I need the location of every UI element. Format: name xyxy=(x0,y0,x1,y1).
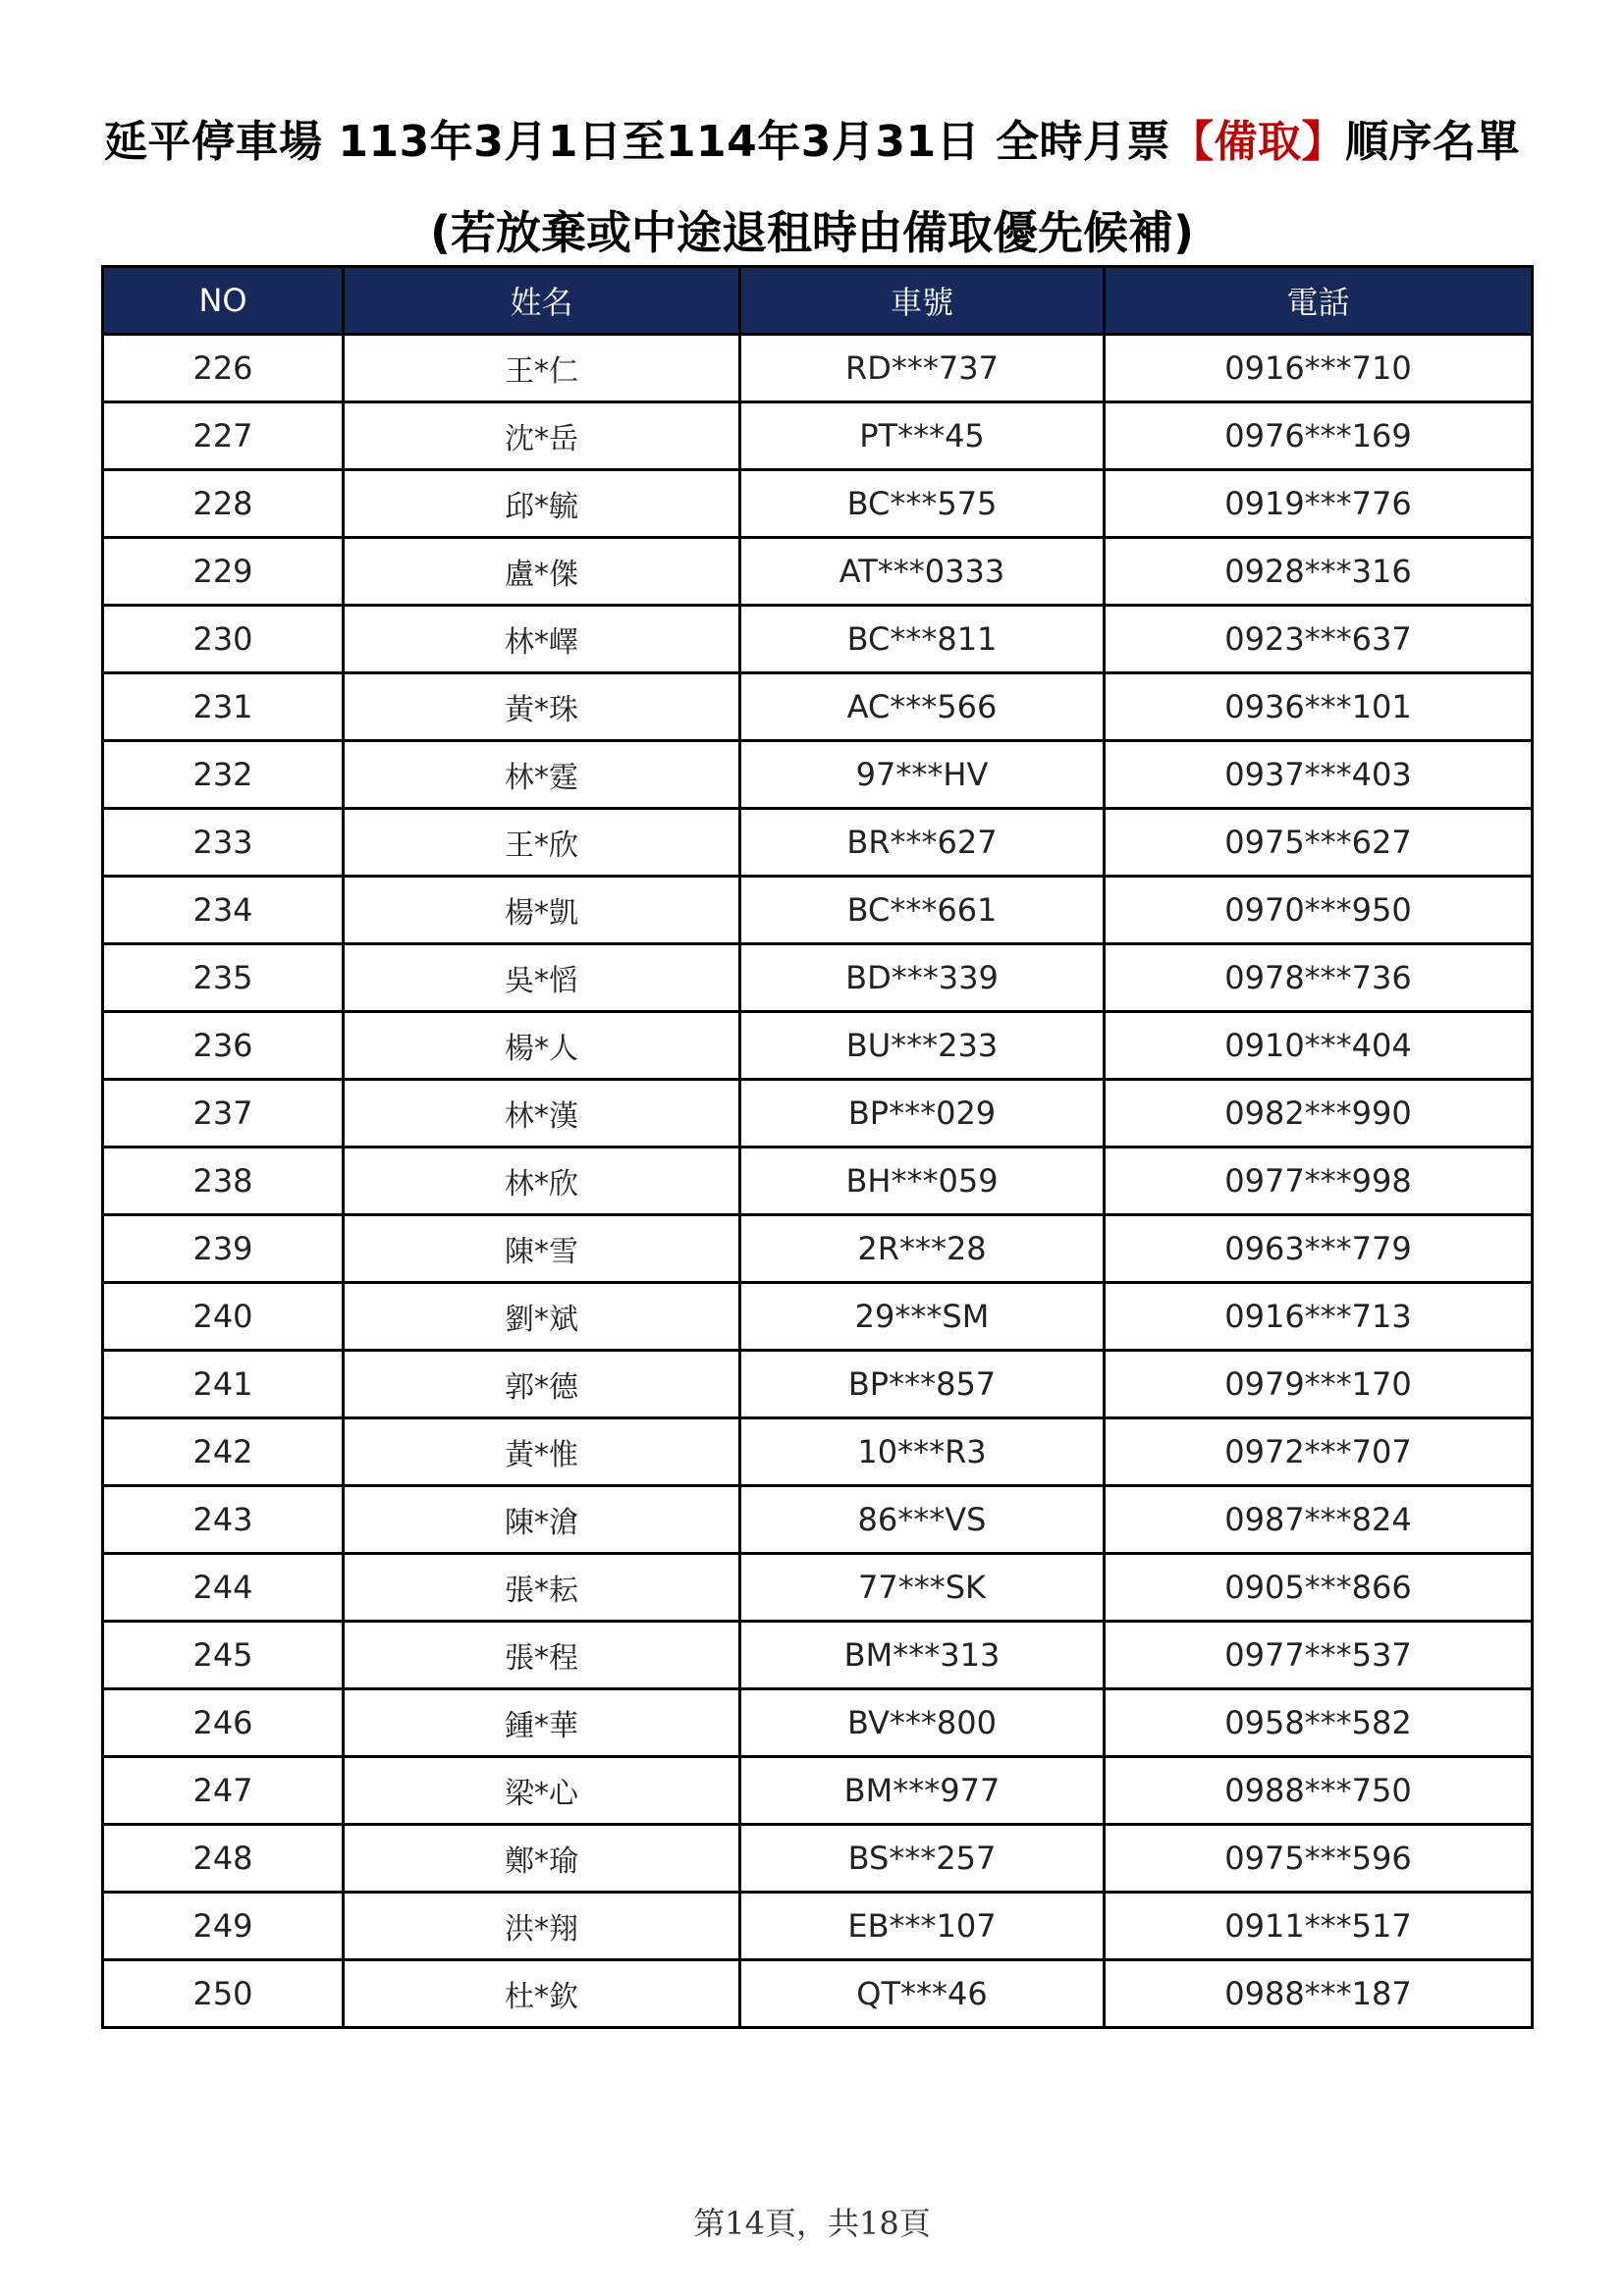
cell-no: 239 xyxy=(103,1215,344,1283)
cell-no: 244 xyxy=(103,1554,344,1622)
cell-name: 沈*岳 xyxy=(344,402,740,470)
cell-no: 248 xyxy=(103,1825,344,1893)
cell-phone: 0978***736 xyxy=(1105,944,1533,1012)
cell-name: 梁*心 xyxy=(344,1757,740,1825)
table-row xyxy=(103,1418,1533,1486)
table-row xyxy=(103,1825,1533,1893)
table-row xyxy=(103,809,1533,877)
cell-plate: 77***SK xyxy=(740,1554,1105,1622)
cell-name: 劉*斌 xyxy=(344,1283,740,1351)
cell-phone: 0963***779 xyxy=(1105,1215,1533,1283)
cell-phone: 0975***596 xyxy=(1105,1825,1533,1893)
cell-name: 張*耘 xyxy=(344,1554,740,1622)
cell-plate: RD***737 xyxy=(740,335,1105,402)
cell-phone: 0937***403 xyxy=(1105,741,1533,809)
table-row xyxy=(103,606,1533,673)
cell-no: 247 xyxy=(103,1757,344,1825)
cell-plate: BM***977 xyxy=(740,1757,1105,1825)
table-row xyxy=(103,470,1533,538)
cell-name: 鄭*瑜 xyxy=(344,1825,740,1893)
table-row xyxy=(103,1893,1533,1960)
title-suffix: 順序名單 xyxy=(1344,117,1520,167)
cell-phone: 0988***187 xyxy=(1105,1960,1533,2028)
header-phone: 電話 xyxy=(1105,267,1533,335)
cell-name: 林*漢 xyxy=(344,1080,740,1148)
title-prefix: 延平停車場 113年3月1日至114年3月31日 全時月票 xyxy=(104,117,1170,167)
cell-plate: BM***313 xyxy=(740,1622,1105,1689)
waitlist-table-container xyxy=(101,265,1531,2029)
table-row xyxy=(103,1757,1533,1825)
cell-plate: BS***257 xyxy=(740,1825,1105,1893)
table-row xyxy=(103,335,1533,402)
cell-phone: 0972***707 xyxy=(1105,1418,1533,1486)
cell-no: 246 xyxy=(103,1689,344,1757)
table-row xyxy=(103,1689,1533,1757)
table-row xyxy=(103,1351,1533,1418)
cell-name: 邱*毓 xyxy=(344,470,740,538)
cell-plate: QT***46 xyxy=(740,1960,1105,2028)
cell-name: 吳*慆 xyxy=(344,944,740,1012)
cell-no: 242 xyxy=(103,1418,344,1486)
table-row xyxy=(103,1554,1533,1622)
cell-plate: BP***029 xyxy=(740,1080,1105,1148)
cell-no: 245 xyxy=(103,1622,344,1689)
cell-name: 鍾*華 xyxy=(344,1689,740,1757)
header-name: 姓名 xyxy=(344,267,740,335)
cell-plate: BP***857 xyxy=(740,1351,1105,1418)
cell-phone: 0970***950 xyxy=(1105,877,1533,944)
cell-plate: 2R***28 xyxy=(740,1215,1105,1283)
header-no: NO xyxy=(103,267,344,335)
table-row xyxy=(103,877,1533,944)
header-plate: 車號 xyxy=(740,267,1105,335)
cell-no: 228 xyxy=(103,470,344,538)
table-row xyxy=(103,1622,1533,1689)
table-row xyxy=(103,1960,1533,2028)
cell-phone: 0987***824 xyxy=(1105,1486,1533,1554)
cell-plate: BC***811 xyxy=(740,606,1105,673)
table-row xyxy=(103,741,1533,809)
cell-phone: 0977***537 xyxy=(1105,1622,1533,1689)
cell-plate: AT***0333 xyxy=(740,538,1105,606)
cell-name: 盧*傑 xyxy=(344,538,740,606)
table-row xyxy=(103,1148,1533,1215)
cell-plate: BR***627 xyxy=(740,809,1105,877)
cell-phone: 0976***169 xyxy=(1105,402,1533,470)
cell-plate: BC***661 xyxy=(740,877,1105,944)
page-number: 第14頁，共18頁 xyxy=(693,2205,931,2242)
table-row xyxy=(103,1012,1533,1080)
table-row xyxy=(103,673,1533,741)
cell-plate: 10***R3 xyxy=(740,1418,1105,1486)
table-row xyxy=(103,1215,1533,1283)
cell-plate: EB***107 xyxy=(740,1893,1105,1960)
cell-phone: 0923***637 xyxy=(1105,606,1533,673)
cell-phone: 0905***866 xyxy=(1105,1554,1533,1622)
cell-name: 郭*德 xyxy=(344,1351,740,1418)
cell-name: 楊*凱 xyxy=(344,877,740,944)
cell-name: 林*霆 xyxy=(344,741,740,809)
cell-phone: 0982***990 xyxy=(1105,1080,1533,1148)
cell-name: 林*嶧 xyxy=(344,606,740,673)
document-subtitle: (若放棄或中途退租時由備取優先候補) xyxy=(429,206,1195,259)
cell-no: 236 xyxy=(103,1012,344,1080)
cell-name: 陳*雪 xyxy=(344,1215,740,1283)
waitlist-table xyxy=(101,265,1534,2029)
title-accent: 【備取】 xyxy=(1169,117,1345,167)
cell-name: 洪*翔 xyxy=(344,1893,740,1960)
cell-phone: 0979***170 xyxy=(1105,1351,1533,1418)
cell-plate: 29***SM xyxy=(740,1283,1105,1351)
cell-no: 234 xyxy=(103,877,344,944)
cell-no: 249 xyxy=(103,1893,344,1960)
cell-plate: BH***059 xyxy=(740,1148,1105,1215)
table-row xyxy=(103,402,1533,470)
cell-no: 227 xyxy=(103,402,344,470)
cell-name: 黃*惟 xyxy=(344,1418,740,1486)
cell-no: 241 xyxy=(103,1351,344,1418)
cell-name: 王*欣 xyxy=(344,809,740,877)
cell-plate: 97***HV xyxy=(740,741,1105,809)
cell-no: 250 xyxy=(103,1960,344,2028)
cell-no: 240 xyxy=(103,1283,344,1351)
document-header xyxy=(0,113,1624,264)
cell-name: 王*仁 xyxy=(344,335,740,402)
cell-phone: 0916***710 xyxy=(1105,335,1533,402)
cell-no: 233 xyxy=(103,809,344,877)
cell-no: 238 xyxy=(103,1148,344,1215)
table-row xyxy=(103,1283,1533,1351)
cell-name: 林*欣 xyxy=(344,1148,740,1215)
cell-phone: 0936***101 xyxy=(1105,673,1533,741)
cell-name: 陳*滄 xyxy=(344,1486,740,1554)
cell-name: 黃*珠 xyxy=(344,673,740,741)
cell-phone: 0911***517 xyxy=(1105,1893,1533,1960)
cell-name: 張*程 xyxy=(344,1622,740,1689)
table-header-row xyxy=(103,267,1533,335)
cell-plate: BC***575 xyxy=(740,470,1105,538)
cell-phone: 0958***582 xyxy=(1105,1689,1533,1757)
cell-no: 235 xyxy=(103,944,344,1012)
cell-name: 楊*人 xyxy=(344,1012,740,1080)
cell-phone: 0977***998 xyxy=(1105,1148,1533,1215)
table-row xyxy=(103,538,1533,606)
cell-no: 231 xyxy=(103,673,344,741)
table-body xyxy=(103,335,1533,2028)
cell-no: 226 xyxy=(103,335,344,402)
cell-plate: BU***233 xyxy=(740,1012,1105,1080)
cell-phone: 0975***627 xyxy=(1105,809,1533,877)
document-title xyxy=(0,113,1624,172)
cell-plate: AC***566 xyxy=(740,673,1105,741)
cell-phone: 0919***776 xyxy=(1105,470,1533,538)
cell-no: 229 xyxy=(103,538,344,606)
cell-phone: 0916***713 xyxy=(1105,1283,1533,1351)
cell-plate: PT***45 xyxy=(740,402,1105,470)
table-row xyxy=(103,1080,1533,1148)
cell-name: 杜*欽 xyxy=(344,1960,740,2028)
cell-no: 230 xyxy=(103,606,344,673)
cell-no: 232 xyxy=(103,741,344,809)
cell-plate: BD***339 xyxy=(740,944,1105,1012)
table-row xyxy=(103,1486,1533,1554)
cell-phone: 0910***404 xyxy=(1105,1012,1533,1080)
cell-no: 243 xyxy=(103,1486,344,1554)
cell-phone: 0928***316 xyxy=(1105,538,1533,606)
cell-phone: 0988***750 xyxy=(1105,1757,1533,1825)
cell-plate: 86***VS xyxy=(740,1486,1105,1554)
cell-plate: BV***800 xyxy=(740,1689,1105,1757)
table-row xyxy=(103,944,1533,1012)
cell-no: 237 xyxy=(103,1080,344,1148)
